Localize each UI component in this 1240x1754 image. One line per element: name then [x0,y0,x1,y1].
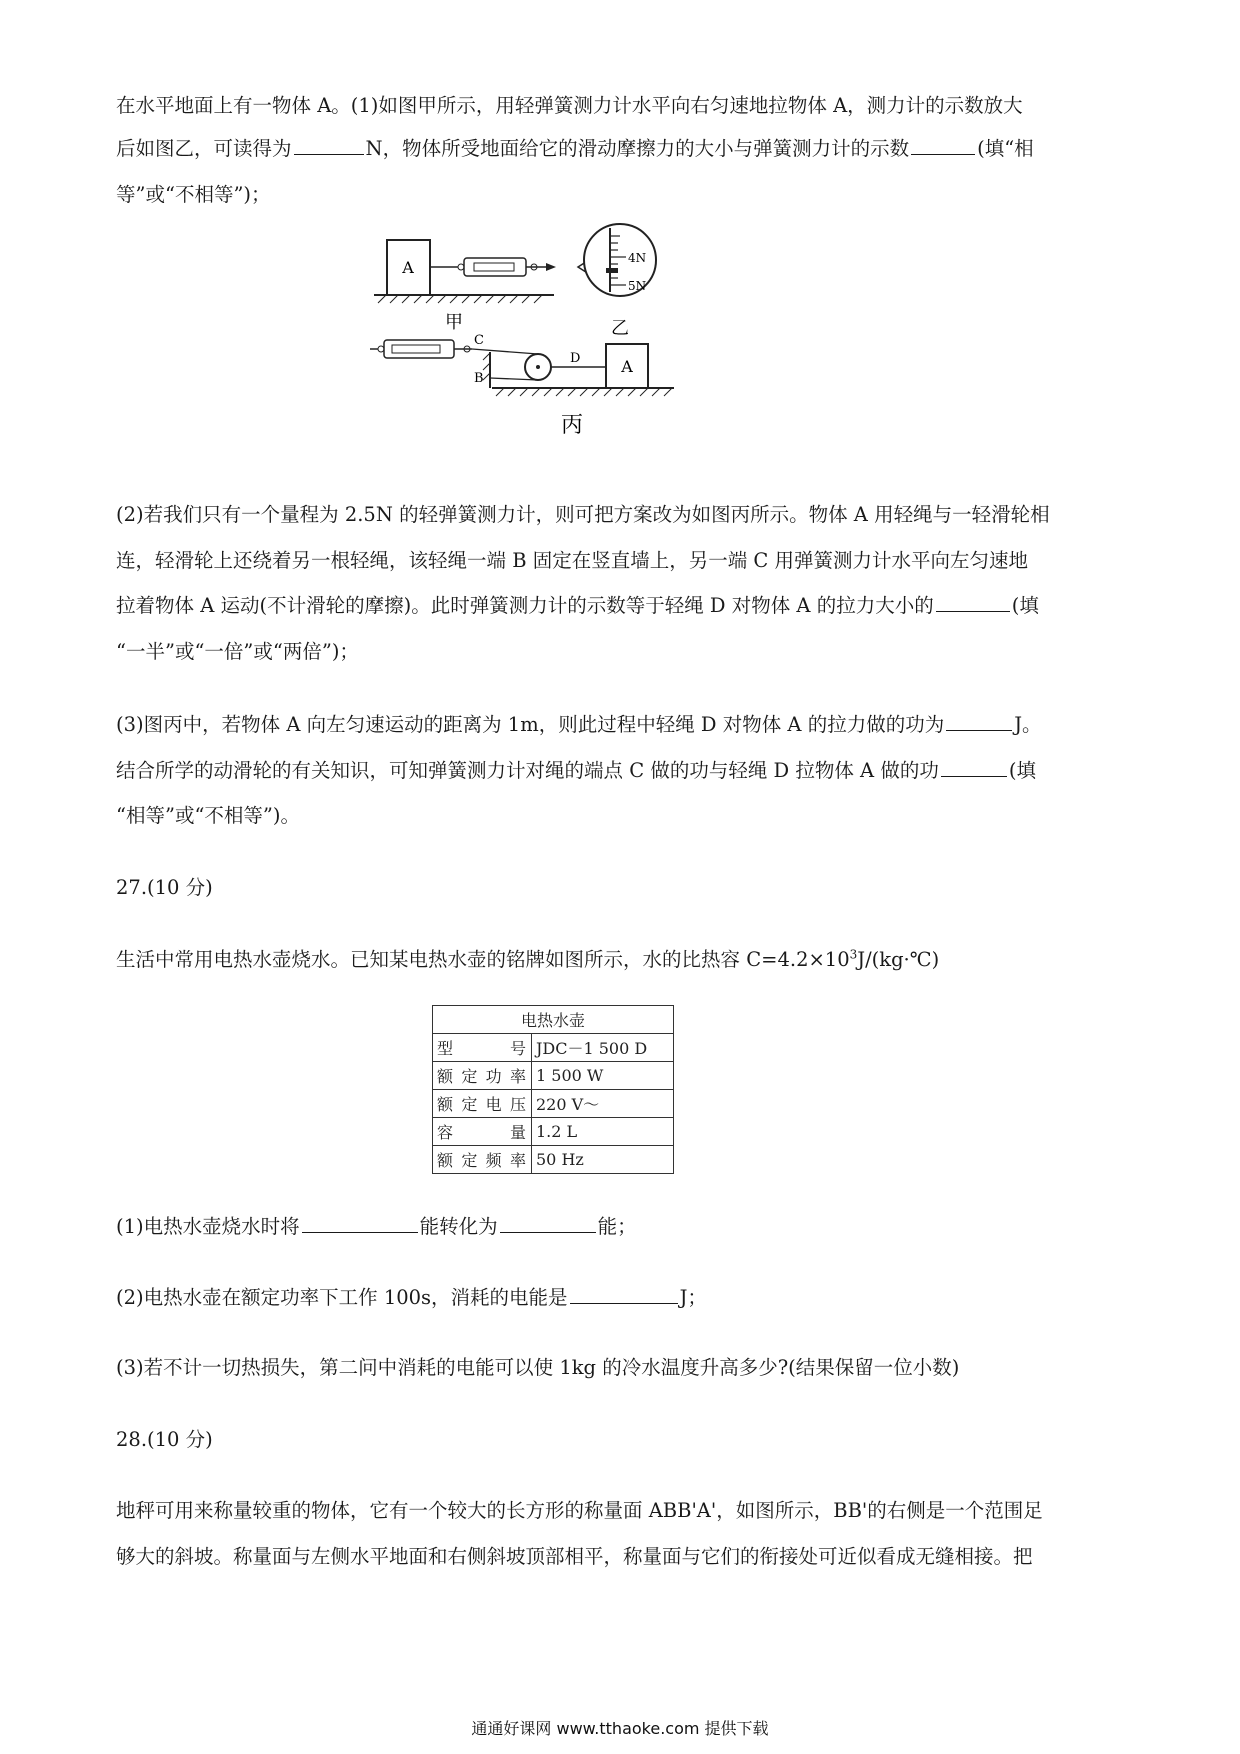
q26-p3-text-b: J。 [1014,713,1042,736]
q27-s2 [116,1283,1130,1313]
q26-p3-line2 [116,756,1130,786]
q26-intro-text-c: (填“相 [977,137,1034,160]
q27-s1-text-b: 能转化为 [419,1215,498,1238]
q26-intro-text-b: N，物体所受地面给它的滑动摩擦力的大小与弹簧测力计的示数 [365,137,910,160]
answer-blank-friction[interactable] [911,134,975,155]
q26-p2-text-b: (填 [1011,594,1039,617]
answer-blank-energy-from[interactable] [302,1212,418,1233]
nameplate-title: 电热水壶 [433,1006,674,1034]
nameplate-key: 额定电压 [433,1090,532,1118]
q26-p3-line3: “相等”或“不相等”)。 [116,804,300,827]
figure-spring-scale [370,222,690,446]
scale-label-5n: 5N [628,279,647,293]
label-jia: 甲 [445,312,463,333]
q26-intro-line2 [116,134,1130,164]
label-d: D [570,351,581,366]
nameplate-value: 50 Hz [532,1146,674,1174]
q26-p3-text-c: 结合所学的动滑轮的有关知识，可知弹簧测力计对绳的端点 C 做的功与轻绳 D 拉物体 A 做的功 [116,759,939,782]
label-yi: 乙 [611,318,629,339]
q28-line2: 够大的斜坡。称量面与左侧水平地面和右侧斜坡顶部相平，称量面与它们的衔接处可近似看成无缝相接。把 [116,1545,1033,1568]
scale-label-4n: 4N [628,251,647,265]
q27-intro-sup: 3 [849,947,858,962]
nameplate-value: 1.2 L [532,1118,674,1146]
q27-intro-text-b: J/(kg·℃) [857,948,940,971]
q27-intro [116,945,1130,975]
spring-scale-jia [464,258,526,276]
q27-s1-text-a: (1)电热水壶烧水时将 [116,1215,300,1238]
q26-p2-line4: “一半”或“一倍”或“两倍”)； [116,640,359,663]
q27-s2-text-b: J； [679,1286,707,1309]
q26-p2-text-a: 拉着物体 A 运动(不计滑轮的摩擦)。此时弹簧测力计的示数等于轻绳 D 对物体 A 的拉力大小的 [116,594,934,617]
nameplate-key: 额定频率 [433,1146,532,1174]
q27-s2-text-a: (2)电热水壶在额定功率下工作 100s，消耗的电能是 [116,1286,568,1309]
nameplate-key: 容量 [433,1118,532,1146]
block-a-label-bing: A [621,357,633,376]
q26-p3-text-a: (3)图丙中，若物体 A 向左匀速运动的距离为 1m，则此过程中轻绳 D 对物体 A 的拉力做的功为 [116,713,945,736]
q28-line1: 地秤可用来称量较重的物体，它有一个较大的长方形的称量面 ABB'A'，如图所示，BB'的右侧是一个范围足 [116,1499,1043,1522]
q27-s3: (3)若不计一切热损失，第二问中消耗的电能可以使 1kg 的冷水温度升高多少?(结果保留一位小数) [116,1356,960,1379]
q28-heading: 28.(10 分) [116,1428,213,1451]
nameplate-key: 型号 [433,1034,532,1062]
q26-p2-line1: (2)若我们只有一个量程为 2.5N 的轻弹簧测力计，则可把方案改为如图丙所示。物体 A 用轻绳与一轻滑轮相 [116,503,1050,526]
q26-p2-line3 [116,591,1130,621]
answer-blank-reading[interactable] [294,134,364,155]
page-footer: 通通好课网 www.tthaoke.com 提供下载 [471,1719,769,1738]
q27-s1-text-c: 能； [597,1215,637,1238]
figure-jia [374,224,656,339]
label-b: B [474,371,484,386]
spring-scale-diagram [370,222,690,442]
answer-blank-electric-energy[interactable] [570,1283,678,1304]
q26-intro-line3: 等”或“不相等”)； [116,183,271,206]
figure-bing [370,333,674,438]
label-c: C [474,333,484,348]
q26-intro-line1: 在水平地面上有一物体 A。(1)如图甲所示，用轻弹簧测力计水平向右匀速地拉物体 A，测力计的示数放大 [116,94,1023,117]
kettle-nameplate [432,1005,674,1174]
nameplate-key: 额定功率 [433,1062,532,1090]
q26-p3-line1 [116,710,1130,740]
nameplate-value: 1 500 W [532,1062,674,1090]
block-a-label: A [402,258,414,277]
nameplate-value: 220 V～ [532,1090,674,1118]
label-bing: 丙 [560,413,584,438]
answer-blank-work-compare[interactable] [941,756,1007,777]
nameplate-value: JDC－1 500 D [532,1034,674,1062]
q26-intro-text-a: 后如图乙，可读得为 [116,137,292,160]
answer-blank-work[interactable] [946,710,1012,731]
q27-intro-text-a: 生活中常用电热水壶烧水。已知某电热水壶的铭牌如图所示，水的比热容 C=4.2×10 [116,948,850,971]
q26-p3-text-d: (填 [1008,759,1036,782]
q27-heading: 27.(10 分) [116,876,213,899]
answer-blank-ratio[interactable] [936,591,1010,612]
spring-scale-bing [384,340,454,358]
answer-blank-energy-to[interactable] [500,1212,596,1233]
q27-s1 [116,1212,1130,1242]
q26-p2-line2: 连，轻滑轮上还绕着另一根轻绳，该轻绳一端 B 固定在竖直墙上，另一端 C 用弹簧测力计水平向左匀速地 [116,549,1029,572]
